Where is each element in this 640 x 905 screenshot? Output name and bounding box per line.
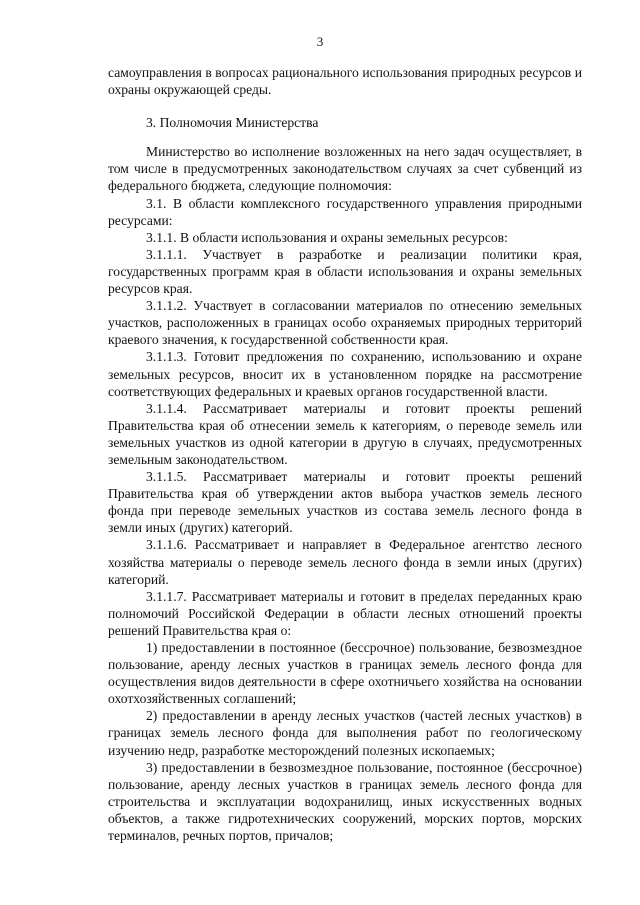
paragraph: 3.1.1.2. Участвует в согласовании материалов по отнесению земельных участков, расположенных в границах особо охраняемых природных территорий краевого значения, к государственной собственности края.: [108, 298, 582, 348]
paragraph: 3.1. В области комплексного государственного управления природными ресурсами:: [108, 195, 582, 228]
paragraph: 3.1.1. В области использования и охраны земельных ресурсов:: [146, 229, 508, 245]
paragraph: 3.1.1.5. Рассматривает материалы и готовит проекты решений Правительства края об утверждении актов выбора участков земель лесного фонда при переводе земельных участков из состава земель лесного фонда в земли иных (других) категорий.: [108, 469, 582, 536]
paragraph: 3.1.1.7. Рассматривает материалы и готовит в пределах переданных краю полномочий Российской Федерации в области лесных отношений проекты решений Правительства края о:: [108, 588, 582, 638]
page-number: 3: [316, 34, 324, 49]
paragraph: самоуправления в вопросах рационального использования природных ресурсов и охраны окружающей среды.: [108, 65, 582, 98]
paragraph: 1) предоставлении в постоянное (бессрочное) пользование, безвозмездное пользование, аренду лесных участков в границах земель лесного фонда для осуществления видов деятельности в сфере охотничьего хозяйства на основании охотхозяйственных соглашений;: [108, 640, 582, 707]
paragraph: 3) предоставлении в безвозмездное пользование, постоянное (бессрочное) пользование, аренду лесных участков в границах земель лесного фонда для строительства и эксплуатации водохранилищ, иных искусственных водных объектов, а также гидротехнических сооружений, морских портов, морских терминалов, речных портов, причалов;: [108, 759, 582, 844]
paragraph: 3.1.1.4. Рассматривает материалы и готовит проекты решений Правительства края об отнесении земель к категориям, о переводе земель или земельных участков из одной категории в другую в случаях, предусмотренных земельным законодательством.: [108, 400, 582, 467]
paragraph: 3.1.1.1. Участвует в разработке и реализации политики края, государственных программ края в области использования и охраны земельных ресурсов края.: [108, 246, 582, 297]
paragraph: 3.1.1.3. Готовит предложения по сохранению, использованию и охране земельных ресурсов, вносит их в установленном порядке на рассмотрение соответствующих федеральных и краевых органов государственной власти.: [108, 349, 582, 399]
paragraph: 2) предоставлении в аренду лесных участков (частей лесных участков) в границах земель лесного фонда для выполнения работ по геологическому изучению недр, разработке месторождений полезных ископаемых;: [108, 708, 582, 758]
section-heading: 3. Полномочия Министерства: [146, 115, 319, 131]
document-body: [108, 64, 582, 844]
paragraph: Министерство во исполнение возложенных на него задач осуществляет, в том числе в предусмотренных законодательством случаях за счет субвенций из федерального бюджета, следующие полномочия:: [108, 144, 582, 194]
paragraph: 3.1.1.6. Рассматривает и направляет в Федеральное агентство лесного хозяйства материалы о переводе земель лесного фонда в земли иных (других) категорий.: [108, 537, 582, 587]
